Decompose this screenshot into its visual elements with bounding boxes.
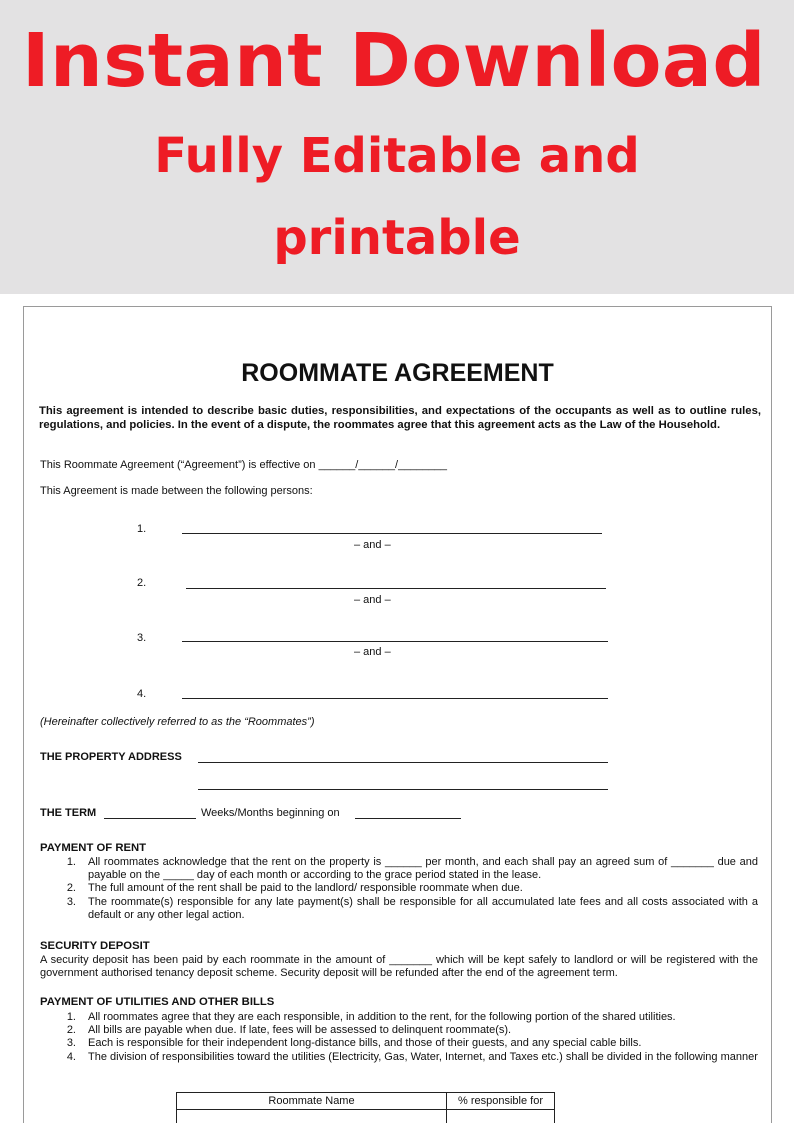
person-separator-2: – and –	[354, 594, 391, 606]
promo-banner	[0, 0, 794, 294]
document-title: ROOMMATE AGREEMENT	[241, 359, 554, 387]
utilities-list	[40, 1011, 758, 1064]
list-item: 1. All roommates agree that they are each responsible, in addition to the rent, for the following portion of the shared utilities.	[66, 1011, 676, 1023]
list-item: 3. The roommate(s) responsible for any late payment(s) shall be responsible for all accumulated late fees and all costs associated with a default or any other legal action.	[66, 895, 758, 921]
list-item: 1. All roommates acknowledge that the rent on the property is ______ per month, and each shall pay an agreed sum of _______ due and payable on the _____ day of each month or according to the grace period stated in the lease.	[66, 856, 758, 882]
banner-subtitle-line1: Fully Editable and	[154, 128, 640, 184]
banner-title: Instant Download	[22, 18, 766, 104]
payment-of-rent-heading: PAYMENT OF RENT	[40, 842, 147, 854]
list-item: 3. Each is responsible for their independent long-distance bills, and those of their guests, and any special cable bills.	[66, 1037, 642, 1050]
utilities-heading: PAYMENT OF UTILITIES AND OTHER BILLS	[40, 996, 275, 1008]
intro-paragraph: This agreement is intended to describe basic duties, responsibilities, and expectations of the occupants as well as to outline rules, regulations, and policies. In the event of a dispute, the roommates agree that this agreement acts as the Law of the Household.	[39, 405, 761, 431]
term-length-field[interactable]	[104, 818, 196, 819]
security-deposit-text: A security deposit has been paid by each roommate in the amount of _______ which will be kept safely to landlord or will be registered with the government authorised tenancy deposit scheme. Security deposit will be refunded after the end of the agreement term.	[40, 954, 758, 980]
utilities-division-table	[176, 1092, 555, 1123]
term-start-field[interactable]	[355, 818, 461, 819]
table-row	[177, 1110, 555, 1123]
person-separator-3: – and –	[354, 646, 391, 658]
property-address-label: THE PROPERTY ADDRESS	[40, 751, 182, 763]
hereinafter-note: (Hereinafter collectively referred to as the “Roommates”)	[40, 716, 315, 728]
security-deposit-heading: SECURITY DEPOSIT	[40, 940, 150, 952]
table-header-row	[177, 1093, 555, 1110]
payment-of-rent-list	[40, 856, 758, 922]
column-header-percent-responsible: % responsible for	[447, 1093, 555, 1110]
roommate-name-cell[interactable]	[177, 1110, 447, 1123]
property-address-field-1[interactable]	[198, 762, 608, 763]
property-address-field-2[interactable]	[198, 789, 608, 790]
term-unit-text: Weeks/Months beginning on	[201, 807, 340, 819]
between-persons-line: This Agreement is made between the following persons:	[40, 485, 313, 497]
banner-subtitle-line2: printable	[273, 210, 521, 266]
list-item: 2. The full amount of the rent shall be paid to the landlord/ responsible roommate when due.	[66, 882, 523, 895]
person-number-1: 1.	[137, 523, 147, 535]
person-4-name-field[interactable]	[182, 698, 608, 699]
list-item: 2. All bills are payable when due. If late, fees will be assessed to delinquent roommate(s).	[66, 1024, 512, 1037]
person-number-4: 4.	[137, 688, 147, 700]
effective-date-line: This Roommate Agreement (“Agreement”) is effective on ______/______/________	[40, 459, 448, 471]
person-3-name-field[interactable]	[182, 641, 608, 642]
document-page	[23, 306, 772, 1123]
person-2-name-field[interactable]	[186, 588, 606, 589]
person-1-name-field[interactable]	[182, 533, 602, 534]
person-number-2: 2.	[137, 577, 147, 589]
list-item: 4. The division of responsibilities toward the utilities (Electricity, Gas, Water, Internet, and Taxes etc.) shall be divided in the following manner	[66, 1050, 758, 1063]
person-separator-1: – and –	[354, 539, 391, 551]
term-label: THE TERM	[40, 807, 97, 819]
column-header-roommate-name: Roommate Name	[177, 1093, 447, 1110]
percent-cell[interactable]	[447, 1110, 555, 1123]
person-number-3: 3.	[137, 632, 147, 644]
